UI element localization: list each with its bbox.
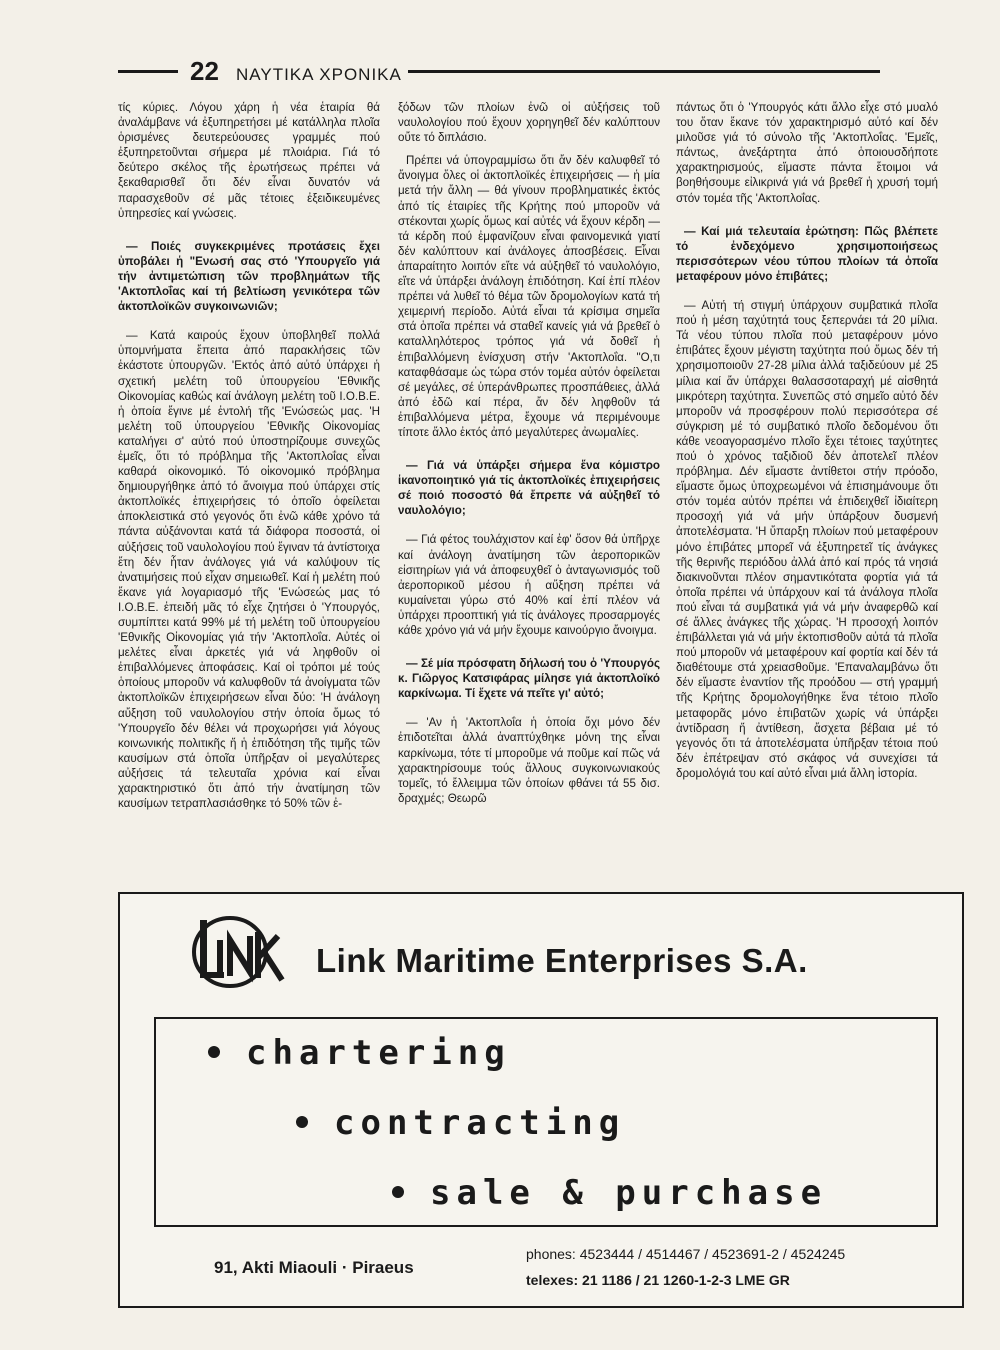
header-rule-right [408, 70, 880, 73]
service-item [296, 1103, 625, 1143]
bullet-icon [392, 1186, 404, 1198]
bullet-icon [296, 1116, 308, 1128]
service-item [208, 1033, 511, 1073]
page-header [118, 58, 880, 88]
interview-question: — Σέ μία πρόσφατη δήλωσή του ὁ 'Υπουργός κ. Γιῶργος Κατσιφάρας μίλησε γιά ἀκτοπλοϊκό καρκίνωμα. Τί ἔχετε νά πεῖτε γι' αὐτό; [398, 657, 660, 701]
company-name: Link Maritime Enterprises S.A. [316, 942, 808, 979]
interview-question: — Ποιές συγκεκριμένες προτάσεις ἔχει ὑποβάλει ἡ "Ενωσή σας στό 'Υπουργεῖο γιά τήν ἀντιμετώπιση τῶν προβλημάτων τῆς 'Ακτοπλοΐας καί τή βελτίωση γενικότερα τῶν ἀκτοπλοϊκῶν συγκοινωνιῶν; [118, 239, 380, 314]
body-paragraph: — 'Αν ἡ 'Ακτοπλοΐα ἡ ὁποία ὄχι μόνο δέν ἐπιδοτεῖται ἀλλά ἀναπτύχθηκε μόνη της εἶναι καρκίνωμα, τότε τί μποροῦμε νά ποῦμε καί πῶς νά χαρακτηρίσουμε τούς ἄλλους συγκοινωνιακούς τομεῖς, τό ἔλλειμμα τῶν ὁποίων φθάνει τά 55 δισ. δραχμές; Θεωρῶ [398, 716, 660, 805]
link-logo-icon [186, 906, 290, 992]
telex-numbers: telexes: 21 1186 / 21 1260-1-2-3 LME GR [526, 1272, 790, 1288]
page-number: 22 [190, 56, 219, 86]
interview-question: — Καί μιά τελευταία ἐρώτηση: Πῶς βλέπετε τό ἐνδεχόμενο χρησιμοποιήσεως περισσότερων νέου τύπου πλοίων τά ὁποῖα μεταφέρουν μόνο ἐπιβάτες; [676, 224, 938, 283]
article-column-2 [398, 100, 660, 880]
services-box [154, 1017, 938, 1227]
body-paragraph: Πρέπει νά ὑπογραμμίσω ὅτι ἄν δέν καλυφθεῖ τό ἄνοιγμα ὅλες οἱ ἀκτοπλοϊκές ἐπιχειρήσεις — ἡ μία μετά τήν ἄλλη — θά γίνουν προβληματικές ἐκτός ἀπό τίς ἑταιρίες τῆς Κρήτης πού μποροῦν νά στέκονται χωρίς ὅμως καί αὐτές νά ἔχουν κέρδη — τά κέρδη πού ἐμφανίζουν εἶναι φαινομενικά γιατί δέν καλύπτουν καί ἀνάλογες ἀποσβέσεις. Εἶναι ἀπαραίτητο λοιπόν εἴτε νά αὐξηθεῖ τό ναυλολόγιο, εἴτε νά ὑπάρξει ἀνάλογη ἐπιδότηση. Καί ἐπί πλέον πρέπει νά λυθεῖ τό θέμα τῶν δρομολογίων κατά τή χειμερινή περίοδο. Αὐτά εἶναι τά κρίσιμα σημεῖα στά ὁποῖα πρέπει νά σταθεῖ κανείς γιά νά βρεθεῖ ὁ καταλληλότερος τρόπος γιά νά δοθεῖ ἡ ἐπιβαλλόμενη ἐνίσχυση στήν 'Ακτοπλοΐα. "Ο,τι καταφθάσαμε ὡς τώρα στόν τομέα αὐτόν ὀφείλεται σέ μεγάλες, σέ ὑπεράνθρωπες προσπάθειες, ἀλλά ἀπό ἐδῶ καί πέρα, ἄν δέν ληφθοῦν τά ἐπιβαλλόμενα μέτρα, ἔχουμε νά περιμένουμε τίποτε ἄλλο ἐκτός ἀπό μεγαλύτερες ἀνωμαλίες. [398, 154, 660, 439]
advertisement [118, 892, 964, 1308]
bullet-icon [208, 1046, 220, 1058]
article-column-3 [676, 100, 938, 880]
service-label: contracting [334, 1103, 626, 1143]
body-paragraph: — Κατά καιρούς ἔχουν ὑποβληθεῖ πολλά ὑπομνήματα ἔπειτα ἀπό παρακλήσεις τῶν ἑκάστοτε ὑπουργῶν. 'Εκτός ἀπό αὐτό ὑπάρχει ἡ σχετική μελέτη τοῦ ὑπουργείου 'Εθνικῆς Οἰκονομίας καθώς καί ἀνάλογη μελέτη τοῦ Ι.Ο.Β.Ε. ἡ ὁποία ἔγινε μέ ἐντολή τῆς 'Ενώσεώς μας. 'Η μελέτη τοῦ ὑπουργείου 'Εθνικῆς Οἰκονομίας καταλήγει σ' αὐτό πού ὑποστηρίζουμε συνεχῶς ἐμεῖς, ὅτι τό πρόβλημα τῆς 'Ακτοπλοΐας εἶναι καθαρά οἰκονομικό. Τό οἰκονομικό πρόβλημα δημιουργήθηκε ἀπό τό ἄνοιγμα πού ὑπάρχει στίς ἀκτοπλοϊκές ἐπιχειρήσεις τό ὁποῖο ὀφείλεται ἀποκλειστικά στό γεγονός ὅτι ἐνῶ κάθε χρόνο τά πάντα αὐξάνονται κατά τά διάφορα ποσοστά, οἱ αὐξήσεις τοῦ ναυλολογίου πού ἔγιναν τά ἀντίστοιχα ἔτη δέν ἦταν ἀνάλογες γιά νά καλύψουν τίς ἀνατιμήσεις πού εἶχαν σημειωθεῖ. Καί ἡ μελέτη πού ἔκανε γιά λογαριασμό τῆς 'Ενώσεώς μας τό Ι.Ο.Β.Ε. ἐπειδή μᾶς τό εἶχε ζητήσει ὁ 'Υπουργός, συμπίπτει κατά 99% μέ τή μελέτη τοῦ ὑπουργείου 'Εθνικῆς Οἰκονομίας γιά τήν 'Ακτοπλοΐα. Αὐτές οἱ μελέτες εἶναι ἀρκετές γιά νά ληφθοῦν οἱ ἐπιβαλλόμενες ἀποφάσεις. Καί οἱ τρόποι μέ τούς ὁποίους μποροῦν νά καλυφθοῦν τά ἀνοίγματα τῶν ἀκτοπλοϊκῶν ἐπιχειρήσεων εἶναι δύο: 'Η ἀνάλογη αὔξηση τοῦ ναυλολογίου στήν ὁποία ὅμως τό 'Υπουργεῖο δέν θέλει νά προχωρήσει γιά λόγους κοινωνικής πολιτικῆς ἤ ἡ ἐπιδότηση τῆς τιμῆς τῶν καυσίμων στά ὁποῖα ὑπῆρξαν οἱ μεγαλύτερες αὐξήσεις τά τελευταῖα χρόνια καί εἶναι χαρακτηριστικό ὅτι ἀπό τήν ἀνατίμηση τῶν καυσίμων τετραπλασιάσθηκε τό 50% τῶν ἐ- [118, 329, 380, 811]
body-paragraph: ξόδων τῶν πλοίων ἐνῶ οἱ αὐξήσεις τοῦ ναυλολογίου πού ἔχουν χορηγηθεῖ δέν καλύπτουν οὔτε τό διπλάσιο. [398, 101, 660, 145]
interview-question: — Γιά νά ὑπάρξει σήμερα ἕνα κόμιστρο ἱκανοποιητικό γιά τίς ἀκτοπλοϊκές ἐπιχειρήσεις σέ ποιό ποσοστό θά ἔπρεπε νά αὐξηθεῖ τό ναυλολόγιο; [398, 459, 660, 518]
magazine-title: ΝΑΥΤΙΚΑ ΧΡΟΝΙΚΑ [236, 65, 402, 84]
article-column-1 [118, 100, 380, 880]
phone-numbers: phones: 4523444 / 4514467 / 4523691-2 / 4524245 [526, 1246, 846, 1262]
body-paragraph: — Γιά φέτος τουλάχιστον καί ἐφ' ὅσον θά ὑπῆρχε καί ἀνάλογη ἀνατίμηση τῶν ἀεροπορικῶν εἰσιτηρίων γιά νά ἀποφευχθεῖ ὁ ἀνταγωνισμός τοῦ ἀεροπορικοῦ μέσου ἡ αὔξηση πρέπει νά κυμαίνεται γύρω στό 40% καί ἐπί πλέον νά ὑπάρχει προοπτική γιά τίς ἀνάλογες προσαρμογές κάθε χρόνο γιά νά μήν ἔχουμε καινούργιο ἄνοιγμα. [398, 533, 660, 637]
body-paragraph: πάντως ὅτι ὁ 'Υπουργός κάτι ἄλλο εἶχε στό μυαλό του ὅταν ἔκανε τόν χαρακτηρισμό αὐτό καί δέν μιλοῦσε γιά τό σύνολο τῆς 'Ακτοπλοΐας. 'Εμεῖς, πάντως, ἀνεξάρτητα ἀπό ὁποιουσδήποτε χαρακτηρισμούς, εἴμαστε πάντα ἕτοιμοι νά βοηθήσουμε εἰλικρινά γιά νά βρεθεῖ ἡ χρυσή τομή στόν τομέα τῆς 'Ακτοπλοΐας. [676, 101, 938, 205]
body-paragraph: — Αὐτή τή στιγμή ὑπάρχουν συμβατικά πλοῖα πού ἡ μέση ταχύτητά τους ξεπερνάει τά 20 μίλια. Τά νέου τύπου πλοῖα πού μεταφέρουν μόνο ἐπιβάτες ἔχουν μέγιστη ταχύτητα πού ὅμως δέν τή χρησιμοποιοῦν 27-28 μίλια ἀλλά ταξιδεύουν μέ 25 μίλια καί ἄν ὑπάρχει θαλασσοταραχή μέ αἰσθητά μικρότερη ταχύτητα. Συνεπῶς στό σημεῖο αὐτό δέν μποροῦν νά προσφέρουν πολύ περισσότερα σέ σύγκριση μέ τό συμβατικό πλοῖο δεδομένου ὅτι κάθε νεοαγορασμένο πλοῖο ἔχει τέτοιες ταχύτητες πού ὁ χρόνος ταξιδιοῦ δέν ἀποτελεῖ πλέον πρόβλημα. Δέν εἴμαστε ἀντίθετοι στήν πρόοδο, εἴμαστε ὅμως ὑποχρεωμένοι νά ἐπισημάνουμε ὅτι στόν τομέα αὐτόν πρέπει νά ἐπιδειχθεῖ ἰδιαίτερη προσοχή γιά νά μήν ὑπάρξουν δυσμενή ἀποτελέσματα. 'Η ὕπαρξη πλοίων πού μεταφέρουν μόνο ἐπιβάτες μπορεῖ νά ἐξυπηρετεῖ τίς ἀνάγκες τῆς θερινῆς περιόδου ἀλλά ἀπό καί πρός τά νησιά διακινοῦνται πλέον σημαντικότατα φορτία γιά τά ὁποῖα πρέπει νά ὑπάρχουν καί τά ἀνάλογα πλοῖα πού εἶναι τά συμβατικά γιά νά μήν ἀναφερθῶ καί σέ ἄλλες ἀνάγκες τῆς χώρας. 'Η προσοχή λοιπόν ἐπιβάλλεται γιά νά μήν ἐκτοπισθοῦν αὐτά τά πλοῖα πού μποροῦν νά μεταφέρουν καί φορτία καί δέν τά διαθέτουμε στά χρειασθοῦμε. 'Επαναλαμβάνω ὅτι δέν εἴμαστε ἐναντίον τῆς προόδου — στή γραμμή τῆς Κρήτης δρομολογήθηκε ἕνα τέτοιο πλοῖο μεταφορᾶς μόνο ἐπιβατῶν χωρίς νά ὑπάρξει ἀντίδραση ἤ ἀντίθεση, ἄσχετα βέβαια μέ τό γεγονός ὅτι τά ἀποτελέσματα ὑπῆρξαν τέτοια πού δέν ἐπέτρεψαν στό σκάφος νά συνεχίσει τά δρομολόγιά του καί αὐτό εἶναι μιά ἄλλη ἱστορία. [676, 299, 938, 780]
company-address: 91, Akti Miaouli · Piraeus [214, 1258, 414, 1277]
service-label: sale & purchase [430, 1173, 828, 1213]
header-rule-left [118, 70, 178, 73]
service-label: chartering [246, 1033, 511, 1073]
service-item [392, 1173, 827, 1213]
body-paragraph: τίς κύριες. Λόγου χάρη ἡ νέα ἑταιρία θά ἀναλάμβανε νά ἐξυπηρετήσει μέ κατάλληλα πλοῖα ὁρισμένες δευτερεύουσες γραμμές πού ἐξυπηρετοῦνται σήμερα μέ πλοιάρια. Γιά τό δεύτερο σκέλος τῆς ἐρωτήσεως πρέπει νά ξεκαθαρισθεῖ ὅτι δέν εἶναι δυνατόν νά παρασχεθοῦν σέ μᾶς τέτοιες ἐξειδικευμένες ὑπηρεσίες καί γνώσεις. [118, 101, 380, 220]
